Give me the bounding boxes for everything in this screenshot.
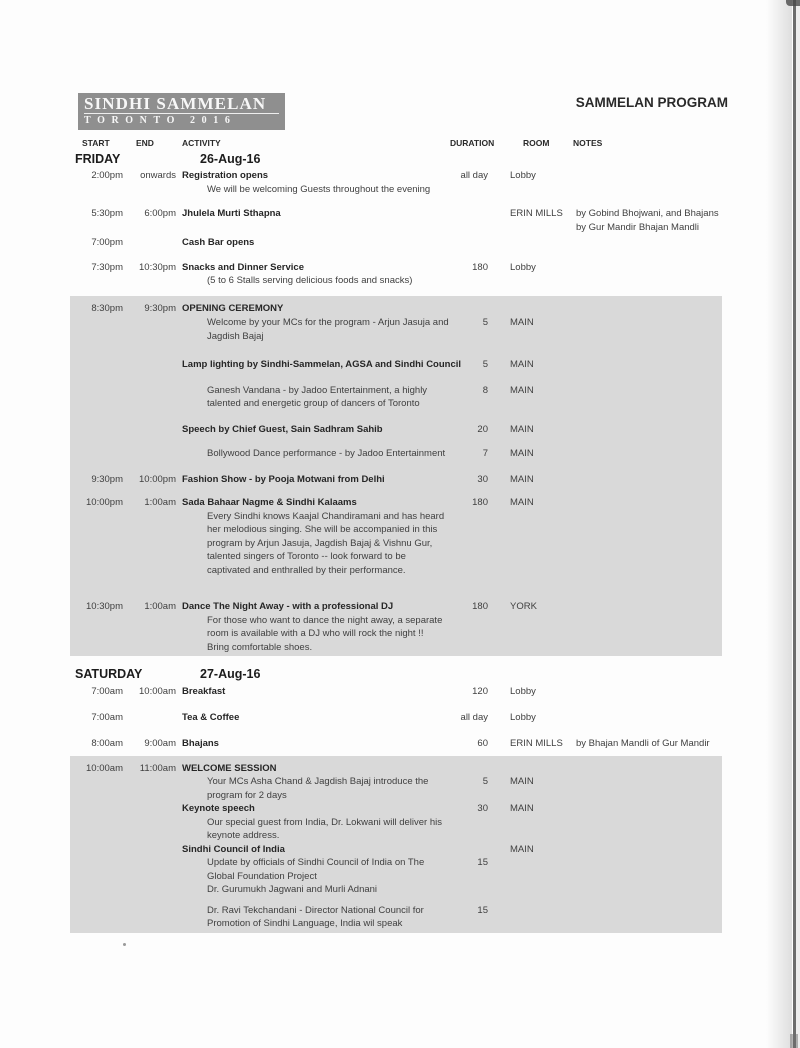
note-line: by Bhajan Mandli of Gur Mandir (576, 738, 710, 749)
logo-subtitle: TORONTO 2016 (84, 115, 237, 126)
schedule-row (70, 816, 722, 843)
schedule-row (70, 802, 722, 816)
duration-cell: all day (460, 711, 488, 723)
activity-cell (176, 496, 450, 577)
room-cell: MAIN (510, 803, 534, 814)
activity-line: Tea & Coffee (182, 711, 240, 723)
activity-line: WELCOME SESSION (182, 762, 277, 774)
duration-cell: 180 (472, 261, 488, 273)
start-time-cell: 10:30pm (86, 601, 123, 612)
start-time-cell: 8:30pm (91, 302, 123, 314)
activity-line: Breakfast (182, 686, 226, 697)
activity-cell (176, 358, 462, 372)
schedule-row (70, 447, 722, 461)
room-cell: MAIN (510, 473, 534, 485)
duration-cell: 180 (472, 601, 488, 612)
schedule-row (70, 384, 722, 411)
col-header-activity: ACTIVITY (182, 138, 221, 148)
start-time-cell: 7:00am (91, 711, 123, 723)
activity-line: talented singers of Toronto -- look forward to be (207, 551, 406, 562)
duration-cell: 120 (472, 686, 488, 697)
duration-cell: 5 (482, 359, 488, 370)
start-time-cell: 7:00am (91, 686, 123, 697)
activity-line: Cash Bar opens (182, 237, 255, 248)
activity-line: Bollywood Dance performance - by Jadoo Entertainment (207, 448, 446, 459)
schedule-row (70, 685, 730, 699)
duration-cell: 30 (477, 803, 488, 814)
duration-cell: 30 (477, 473, 488, 485)
activity-cell (176, 447, 450, 461)
activity-line: Bhajans (182, 738, 219, 749)
event-logo (78, 93, 285, 130)
room-cell: MAIN (510, 448, 534, 459)
activity-line: program by Arjun Jasuja, Jagdish Bajaj & Vishnu Gur, (207, 537, 433, 549)
activity-line: Your MCs Asha Chand & Jagdish Bajaj introduce the (207, 776, 429, 787)
col-header-notes: NOTES (573, 138, 603, 148)
activity-line: Global Foundation Project (207, 870, 317, 882)
activity-cell (176, 207, 450, 221)
shaded-session-block (70, 756, 722, 933)
duration-cell: 15 (477, 857, 488, 868)
activity-cell (176, 802, 450, 816)
room-cell: ERIN MILLS (510, 208, 563, 219)
start-time-cell: 10:00pm (86, 497, 123, 508)
duration-cell: 60 (477, 738, 488, 749)
logo-divider (84, 113, 279, 114)
end-time-cell: 11:00am (139, 762, 176, 774)
activity-cell (176, 843, 450, 857)
scan-smudge-top-right (786, 0, 800, 6)
duration-cell: 20 (477, 423, 488, 435)
start-time-cell: 7:30pm (91, 261, 123, 273)
duration-cell: 7 (482, 448, 488, 459)
activity-line: Every Sindhi knows Kaajal Chandiramani and has heard (207, 510, 445, 522)
activity-line: her melodious singing. She will be accompanied in this (207, 524, 438, 535)
activity-cell (176, 302, 450, 316)
activity-cell (176, 685, 450, 699)
end-time-cell: 10:00am (139, 686, 176, 697)
activity-line: Welcome by your MCs for the program - Arjun Jasuja and (207, 317, 449, 328)
duration-cell: all day (460, 170, 488, 181)
duration-cell: 15 (477, 904, 488, 916)
room-cell: MAIN (510, 843, 534, 855)
activity-cell (176, 775, 450, 802)
schedule-row (70, 775, 722, 802)
activity-cell (176, 856, 450, 897)
schedule-row (70, 302, 722, 316)
activity-line: Sada Bahaar Nagme & Sindhi Kalaams (182, 497, 357, 508)
room-cell: Lobby (510, 261, 536, 273)
end-time-cell: 10:00pm (139, 473, 176, 485)
schedule-row (70, 856, 722, 897)
activity-line: Dr. Gurumukh Jagwani and Murli Adnani (207, 884, 378, 895)
activity-line: For those who want to dance the night away, a separate (207, 614, 443, 626)
schedule-row (70, 236, 730, 250)
activity-cell (176, 384, 450, 411)
activity-cell (176, 169, 450, 196)
activity-line: Keynote speech (182, 803, 255, 814)
activity-line: We will be welcoming Guests throughout the evening (207, 183, 431, 195)
schedule-row (70, 904, 722, 931)
activity-line: Bring comfortable shoes. (207, 641, 313, 653)
activity-line: talented and energetic group of dancers of Toronto (207, 398, 420, 409)
activity-cell (176, 816, 450, 843)
logo-title: SINDHI SAMMELAN (84, 94, 267, 113)
notes-cell (574, 207, 730, 234)
col-header-end: END (136, 138, 154, 148)
schedule-row (70, 423, 722, 437)
schedule-row (70, 711, 730, 725)
activity-cell (176, 711, 450, 725)
end-time-cell: 6:00pm (144, 208, 176, 219)
end-time-cell: 9:30pm (144, 302, 176, 314)
col-header-room: ROOM (523, 138, 550, 148)
activity-line: OPENING CEREMONY (182, 302, 284, 314)
end-time-cell: 10:30pm (139, 261, 176, 273)
activity-cell (176, 762, 450, 776)
page-title: SAMMELAN PROGRAM (575, 95, 728, 110)
activity-cell (176, 261, 450, 288)
room-cell: MAIN (510, 317, 534, 328)
activity-line: Jagdish Bajaj (207, 330, 264, 342)
activity-line: Sindhi Council of India (182, 843, 285, 855)
day-date: 26-Aug-16 (200, 152, 261, 166)
schedule-row (70, 737, 730, 751)
day-name: FRIDAY (75, 152, 121, 166)
room-cell: Lobby (510, 711, 536, 723)
start-time-cell: 9:30pm (91, 473, 123, 485)
scan-speck (123, 943, 126, 946)
schedule-row (70, 600, 722, 654)
schedule-row (70, 316, 722, 343)
duration-cell: 5 (482, 317, 488, 328)
col-header-duration: DURATION (450, 138, 495, 148)
activity-line: Ganesh Vandana - by Jadoo Entertainment, a highly (207, 384, 428, 396)
activity-cell (176, 473, 450, 487)
activity-line: Registration opens (182, 170, 269, 181)
day-date: 27-Aug-16 (200, 667, 261, 681)
schedule-row (70, 473, 722, 487)
activity-cell (176, 600, 450, 654)
page-edge-line (793, 0, 796, 1048)
room-cell: MAIN (510, 359, 534, 370)
end-time-cell: 9:00am (144, 738, 176, 749)
activity-cell (176, 423, 450, 437)
col-header-start: START (82, 138, 110, 148)
room-cell: MAIN (510, 384, 534, 396)
activity-line: Jhulela Murti Sthapna (182, 208, 281, 219)
activity-line: Lamp lighting by Sindhi-Sammelan, AGSA and Sindhi Council (182, 359, 462, 370)
schedule-row (70, 207, 730, 234)
activity-line: (5 to 6 Stalls serving delicious foods and snacks) (207, 275, 413, 286)
room-cell: MAIN (510, 497, 534, 508)
page-edge-shadow (766, 0, 792, 1048)
duration-cell: 5 (482, 776, 488, 787)
notes-cell (574, 737, 730, 751)
day-name: SATURDAY (75, 667, 143, 681)
activity-line: program for 2 days (207, 789, 287, 801)
activity-line: Dr. Ravi Tekchandani - Director National Council for (207, 904, 424, 916)
schedule-row (70, 358, 722, 372)
activity-line: Fashion Show - by Pooja Motwani from Delhi (182, 473, 385, 485)
schedule-row (70, 496, 722, 577)
room-cell: Lobby (510, 170, 536, 181)
schedule-row (70, 261, 730, 288)
schedule-row (70, 169, 730, 196)
start-time-cell: 10:00am (86, 762, 123, 774)
shaded-session-block (70, 296, 722, 657)
activity-line: Our special guest from India, Dr. Lokwani will deliver his (207, 816, 442, 828)
activity-line: Promotion of Sindhi Language, India wil speak (207, 918, 403, 929)
note-line: by Gur Mandir Bhajan Mandli (576, 221, 700, 233)
activity-line: captivated and enthralled by their performance. (207, 564, 406, 576)
room-cell: YORK (510, 601, 537, 612)
activity-cell (176, 316, 450, 343)
duration-cell: 8 (482, 384, 488, 396)
schedule-table (70, 138, 730, 933)
room-cell: ERIN MILLS (510, 738, 563, 749)
start-time-cell: 8:00am (91, 738, 123, 749)
activity-line: room is available with a DJ who will rock the night !! (207, 628, 424, 639)
start-time-cell: 2:00pm (91, 170, 123, 181)
end-time-cell: 1:00am (144, 601, 176, 612)
activity-line: Speech by Chief Guest, Sain Sadhram Sahib (182, 423, 383, 435)
column-header-row (70, 138, 730, 150)
schedule-body (70, 151, 730, 933)
schedule-row (70, 843, 722, 857)
day-heading (70, 151, 730, 167)
activity-cell (176, 904, 450, 931)
page-edge-margin (796, 0, 800, 1048)
activity-cell (176, 737, 450, 751)
room-cell: MAIN (510, 776, 534, 787)
start-time-cell: 5:30pm (91, 208, 123, 219)
activity-line: Snacks and Dinner Service (182, 261, 304, 273)
duration-cell: 180 (472, 497, 488, 508)
activity-line: keynote address. (207, 830, 280, 841)
scan-smudge-bottom-right (790, 1034, 798, 1048)
schedule-row (70, 762, 722, 776)
note-line: by Gobind Bhojwani, and Bhajans (576, 208, 719, 219)
room-cell: MAIN (510, 423, 534, 435)
start-time-cell: 7:00pm (91, 237, 123, 248)
end-time-cell: 1:00am (144, 497, 176, 508)
activity-line: Dance The Night Away - with a professional DJ (182, 601, 394, 612)
room-cell: Lobby (510, 686, 536, 697)
activity-line: Update by officials of Sindhi Council of India on The (207, 857, 425, 868)
day-heading (70, 666, 730, 682)
end-time-cell: onwards (140, 170, 176, 181)
activity-cell (176, 236, 450, 250)
